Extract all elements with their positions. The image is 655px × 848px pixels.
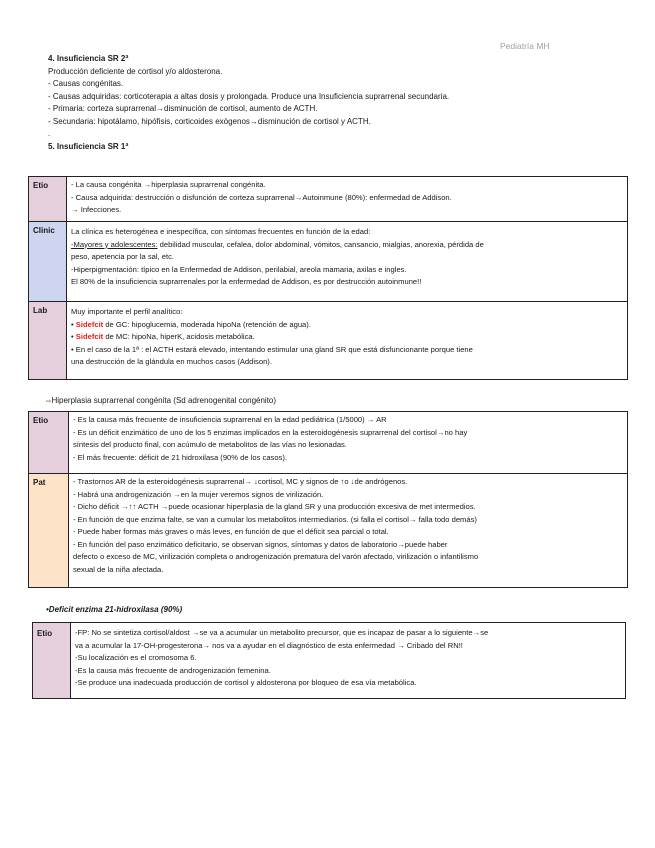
etio-line: → Infecciones. [71,205,122,214]
pat-line: sexual de la niña afectada. [73,564,164,574]
lab-line: una destrucción de la glándula en muchos casos (Addison). [71,357,272,366]
pat-row [29,474,628,588]
etio-line: - La causa congénita →hiperplasia suprarrenal congénita. [71,180,266,189]
etio-row [29,177,628,222]
pat-line: - Puede haber formas más graves o más leves, en función de que el déficit sea parcial o total. [73,527,389,536]
pat-line: defecto o exceso de MC, virilización completa o androgenización prematura del varón afectado, virilización o infantilismo [73,552,479,561]
etio-line: - Es un déficit enzimático de uno de los 5 enzimas implicados en la esteroidogénesis suprarrenal del cortisol→no hay [73,427,468,437]
clinic-text: debilidad muscular, cefalea, dolor abdominal, vómitos, cansancio, mialgias, anorexia, pérdida de [157,239,484,249]
intro-line: - Primaria: corteza suprarrenal→disminución de cortisol, aumento de ACTH. [48,104,318,113]
clinic-line: La clínica es heterogénea e inespecífica, con síntomas frecuentes en función de la edad: [71,227,371,236]
etio-content [67,177,628,222]
pat-line: - En función de que enzima falte, se van a cumular los metabolitos intermediarios. (si falla el cortisol→ falla todo demás) [73,514,477,524]
lab-bullet: • Sidefcit de GC: hipoglucemia, moderada hipoNa (retención de agua). [71,319,311,329]
lab-bullet: • Sidefcit de MC: hipoNa, hiperK, acidosis metabólica. [71,332,255,341]
pat-line: - En función del paso enzimático deficitario, se observan signos, síntomas y datos de laboratorio→puede haber [73,539,448,549]
etio-line: -FP: No se sintetiza cortisol/aldost →se va a acumular un metabolito precursor, que es incapaz de pasar a lo siguiente→se [75,628,489,637]
intro-line: Producción deficiente de cortisol y/o aldosterona. [48,66,223,76]
pat-content [69,474,628,588]
intro-line: - Secundaria: hipotálamo, hipófisis, corticoides exógenos→disminución de cortisol y ACTH. [48,116,371,126]
etio-line: - El más frecuente: déficit de 21 hidroxilasa (90% de los casos). [73,452,287,462]
deficit-21-section-title: •Deficit enzima 21-hidroxilasa (90%) [46,605,183,614]
section-5-title: 5. Insuficiencia SR 1ª [48,141,129,151]
lab-row [29,302,628,380]
underlined-text: -Mayores y adolescentes: [71,239,158,249]
deficit-21-table [32,622,626,699]
intro-section [48,53,608,153]
hiperplasia-table [28,411,628,588]
etio-line: -Es la causa más frecuente de androgenización femenina. [75,665,271,675]
lab-text: de MC: hipoNa, hiperK, acidosis metabólica. [103,332,255,341]
etio-label: Etio [29,412,69,474]
clinic-label: Clinic [29,222,67,302]
etio-content [69,412,628,474]
etio-label: Etio [33,623,71,699]
hsc-section-title [46,395,276,409]
insuficiencia-primaria-table [28,176,628,380]
arrow-bullet-icon: ⇨ [46,398,52,405]
intro-line: - Causas adquiridas: corticoterapia a altas dosis y prolongada. Produce una Insuficiencia suprarrenal secundaria. [48,91,450,101]
pat-label: Pat [29,474,69,588]
lab-label: Lab [29,302,67,380]
red-keyword: Sidefcit [75,319,104,329]
etio-label: Etio [29,177,67,222]
lab-bullet: • En el caso de la 1ª : el ACTH estará elevado, intentando estimular una gland SR que está disfuncionante porque tiene [71,344,473,354]
clinic-line: El 80% de la insuficiencia suprarrenales por la enfermedad de Addison, es por destrucción autoinmune!! [71,277,422,286]
etio-line: -Se produce una inadecuada producción de cortisol y aldosterona por bloqueo de esa vía metabólica. [75,678,417,687]
intro-line: . [48,129,51,138]
intro-line: - Causas congénitas. [48,79,124,88]
clinic-line: -Hiperpigmentación: típico en la Enfermedad de Addison, perilabial, areola mamaria, axilas e ingles. [71,264,407,274]
section-4-title: 4. Insuficiencia SR 2ª [48,54,129,63]
clinic-line: peso, apetencia por la sal, etc. [71,252,175,261]
pat-line: - Trastornos AR de la esteroidogénesis suprarrenal→ ↓cortisol, MC y signos de ↑o ↓de andrógenos. [73,477,408,486]
pat-line: - Dicho déficit →↑↑ ACTH →puede ocasionar hiperplasia de la gland SR y una producción excesiva de met intermedios. [73,502,476,511]
clinic-content [67,222,628,302]
lab-line: Muy importante el perfil analítico: [71,307,183,316]
etio-line: - Causa adquirida: destrucción o disfunción de corteza suprarrenal→Autoinmune (80%): enfermedad de Addison. [71,192,452,202]
etio-content [71,623,626,699]
etio-row [29,412,628,474]
page-header: Pediatría MH [500,41,550,51]
clinic-line [71,239,623,252]
lab-content [67,302,628,380]
etio-line: - Es la causa más frecuente de insuficiencia suprarrenal en la edad pediátrica (1/5000) → AR [73,415,387,424]
lab-text: de GC: hipoglucemia, moderada hipoNa (retención de agua). [103,319,311,329]
red-keyword: Sidefcit [75,332,104,341]
clinic-row [29,222,628,302]
lab-text: En el caso de la 1ª : el ACTH estará elevado, intentando estimular una gland SR que está disfuncionante porque tiene [75,344,473,354]
etio-line: síntesis del producto final, con acúmulo de metabolitos de las vías no lesionadas. [73,440,347,449]
etio-line: va a acumular la 17-OH-progesterona→ nos va a ayudar en el diagnóstico de esta enfermedad → Cribado del RN!! [75,640,463,650]
etio-row [33,623,626,699]
hsc-title-text: Hiperplasia suprarrenal congénita (Sd adrenogenital congénito) [51,396,277,405]
etio-line: -Su localización es el cromosoma 6. [75,653,197,662]
pat-line: - Habrá una androgenización →en la mujer veremos signos de virilización. [73,489,324,499]
